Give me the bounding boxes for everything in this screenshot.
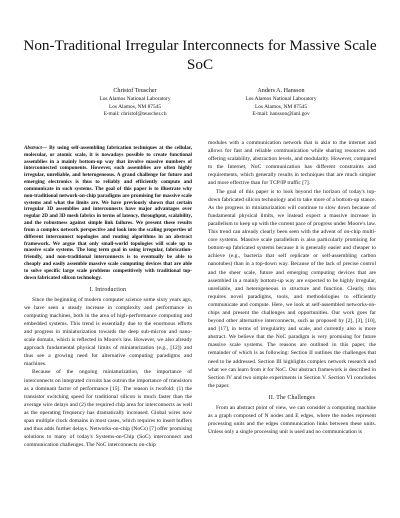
abstract-text: By using self-assembling fabrication techniques at the cellular, molecular, or atomic scale, it is nowadays possible to create functional assemblies in a mainly bottom-up way that involve massive numbers of interconnected components. However, such assemblies are often highly irregular, unreliable, and heterogeneous. A grand challenge for future and emerging electronics is thus to reliably and efficiently compute and communicate in such systems. The goal of this paper is to illustrate why non-traditional network-on-chip paradigms are promising for massive scale systems and what the limits are. We have previously shown that certain irregular 3D assemblies and interconnects have major advantages over regular 2D and 3D mesh fabrics in terms of latency, throughput, scalability, and the robustness against simple link failures. We present these results from a complex network perspective and look into the scaling properties of different interconnect topologies and routing algorithms in an abstract framework. We argue that only small-world topologies will scale up to massive scale systems. The long term goal in using irregular, fabrication-friendly, and non-traditional interconnects is to eventually be able to cheaply and easily assemble massive scale computing devices that are able to solve specific large scale problems competitively with traditional top-down fabricated silicon technology. — [24, 145, 192, 281]
author-name: Anders A. Hansson — [257, 88, 305, 94]
right-column — [208, 139, 376, 436]
author-affiliation: Los Alamos National Laboratory — [245, 95, 317, 102]
author-block-2 — [206, 87, 356, 119]
left-column — [24, 145, 192, 449]
abstract — [24, 145, 192, 282]
author-block-1 — [60, 87, 210, 119]
author-email: E-mail: hansson@lanl.gov — [252, 111, 310, 118]
author-email: E-mail: christof@teuscher.ch — [103, 111, 167, 118]
abstract-label: Abstract— — [24, 145, 48, 151]
paragraph: Since the beginning of modern computer science some sixty years ago, we have seen a steady increase in complexity and performance in computing machines, both in the area of high-performance computing and embedded systems. This trend is essentially due to the enormous efforts and progress in miniaturization towards the deep sub-micron and nano-scale domain, which is reflected in Moore's law. However, we also already approach fundamental physical limits of miniaturization (e.g., [12]) and thus see a growing need for alternative computing paradigms and machines. — [24, 296, 192, 368]
author-name: Christof Teuscher — [113, 88, 157, 94]
section-heading-introduction: I. Introduction — [89, 286, 127, 293]
author-city: Los Alamos, NM 87545 — [108, 103, 162, 110]
section-heading-challenges: II. The Challenges — [268, 394, 316, 401]
paragraph: The goal of this paper is to look beyond the horizon of today's top-down fabricated silicon technology and to take more of a bottom-up stance. As the progress in miniaturization will continue to slow down because of fundamental physical limits, we instead expect a massive increase in parallelism to keep up with the current pace of progress under Moore's law. This trend can already clearly been seen with the advent of on-chip multi-core systems. Massive scale parallelism is also particularly promising for bottom-up fabricated systems because it is generally easier and cheaper to achieve (e.g., bacteria that self replicate or self-assembling carbon nanotubes) than in a top-down way. Because of the lack of precise control and the sheer scale, future and emerging computing devices that are assembled in a mainly bottom-up way are expected to be highly irregular, unreliable, and heterogeneous in structure and function. Clearly, this requires novel paradigms, tools, and methodologies to efficiently communicate and compute. Here, we look at self-assembled networks-on-chips and present the challenges and opportunities. Our work goes far beyond other alternative interconnects, such as proposed by [2], [3], [10], and [17], in terms of irregularity and scale, and currently also is more abstract. We believe that the NoC paradigm is very promising for future massive scale systems. The reasons are outlined in this paper, the remainder of which is as following: Section II outlines the challenges that need to be addressed. Section III highlights complex network research and what we can learn from it for NoC. Our abstract framework is described in Section IV and two simple experiments in Section V. Section VI concludes the paper. — [208, 188, 376, 389]
paragraph: From an abstract point of view, we can consider a computing machine as a graph composed of N nodes and E edges, where the nodes represent processing units and the edges communication links between these units. Unless only a single processing unit is used and no communication is — [208, 404, 376, 436]
paper-title: Non-Traditional Irregular Interconnects for Massive Scale SoC — [23, 37, 377, 73]
author-affiliation: Los Alamos National Laboratory — [99, 95, 171, 102]
paragraph: Because of the ongoing miniaturization, the importance of interconnects on integrated circuits has outrun the importance of transistors as a dominant factor of performance [15]. The reason is twofold: (1) the transistor switching speed for traditional silicon is much faster than the average wire delays and (2) the required chip area for interconnects as well as the operating frequency has dramatically increased. Global wires now span multiple clock domains in most cases, which requires to insert buffers and thus adds further delays. Networks-on-chip (NoCs) [7] offer promising solutions to many of today's Systems-on-Chip (SoC) interconnect and communication challenges. The NoC interconnects on-chip — [24, 369, 192, 449]
paragraph: modules with a communication network that is akin to the internet and allows for fast and reliable communication while sharing resources and offering scalability, abstraction levels, and modularity. However, compared to the Internet, NoC communication has different constraints and requirements, which generally results in techniques that are much simpler and more effective than for TCP/IP traffic [7]. — [208, 140, 376, 187]
author-city: Los Alamos, NM 87545 — [254, 103, 308, 110]
